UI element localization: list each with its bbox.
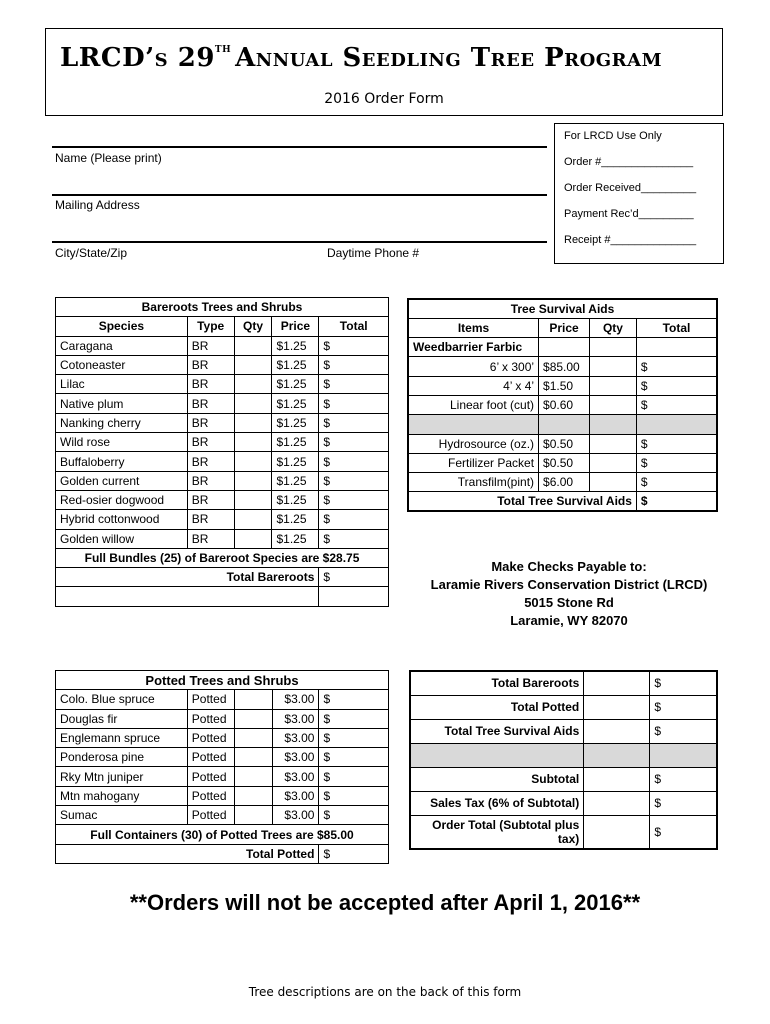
total-input[interactable]: $: [636, 434, 717, 453]
price-cell: $3.00: [272, 767, 319, 786]
table-row: [56, 471, 389, 490]
item-cell: Fertilizer Packet: [408, 453, 539, 472]
total-input[interactable]: $: [319, 452, 389, 471]
col-total: Total: [636, 318, 717, 337]
price-cell: $0.50: [539, 434, 590, 453]
lrcd-use-heading: For LRCD Use Only: [564, 130, 662, 142]
type-cell: BR: [187, 510, 234, 529]
table-row: [56, 355, 389, 374]
address-label: Mailing Address: [55, 198, 140, 212]
price-cell: $3.00: [272, 728, 319, 747]
total-input[interactable]: $: [636, 395, 717, 414]
species-cell: Colo. Blue spruce: [56, 690, 188, 709]
table-row: [56, 728, 389, 747]
type-cell: BR: [187, 433, 234, 452]
type-cell: BR: [187, 355, 234, 374]
col-total: Total: [319, 317, 389, 336]
checks-payable-block: [410, 558, 728, 630]
price-cell: $85.00: [539, 357, 590, 376]
table-row: [56, 748, 389, 767]
item-cell: Linear foot (cut): [408, 395, 539, 414]
survival-header-row: [408, 318, 717, 337]
table-row: [56, 433, 389, 452]
blank-cell: [584, 695, 650, 719]
survival-title: Tree Survival Aids: [408, 299, 717, 318]
type-cell: Potted: [187, 748, 234, 767]
order-total-value[interactable]: $: [650, 815, 717, 849]
table-row: [410, 671, 717, 695]
total-survival-value[interactable]: $: [636, 492, 717, 511]
summary-value[interactable]: $: [650, 671, 717, 695]
table-row: [56, 690, 389, 709]
page-title: LRCD’s 29TH Annual Seedling Tree Program: [60, 43, 663, 73]
qty-input[interactable]: [234, 336, 272, 355]
name-field[interactable]: [52, 136, 547, 148]
species-cell: Cotoneaster: [56, 355, 188, 374]
table-row: [56, 529, 389, 548]
bareroots-table: [55, 297, 389, 607]
price-cell: $1.25: [272, 394, 319, 413]
price-cell: $3.00: [272, 786, 319, 805]
table-row: [408, 395, 717, 414]
col-species: Species: [56, 317, 188, 336]
qty-input[interactable]: [234, 490, 272, 509]
total-input[interactable]: $: [319, 728, 389, 747]
species-cell: Ponderosa pine: [56, 748, 188, 767]
type-cell: Potted: [187, 786, 234, 805]
blank-cell: [319, 587, 389, 606]
total-input[interactable]: $: [319, 355, 389, 374]
species-cell: Hybrid cottonwood: [56, 510, 188, 529]
order-received-field[interactable]: Order Received_________: [564, 182, 697, 194]
table-row: [56, 375, 389, 394]
bundle-note: Full Bundles (25) of Bareroot Species are $28.75: [56, 548, 389, 567]
page-subtitle: 2016 Order Form: [324, 91, 444, 107]
price-cell: $1.25: [272, 510, 319, 529]
table-row: [56, 490, 389, 509]
summary-label: Total Bareroots: [410, 671, 584, 695]
total-input[interactable]: $: [319, 690, 389, 709]
receipt-number-field[interactable]: Receipt #______________: [564, 234, 697, 246]
type-cell: BR: [187, 336, 234, 355]
price-cell: $3.00: [272, 709, 319, 728]
type-cell: Potted: [187, 709, 234, 728]
type-cell: Potted: [187, 728, 234, 747]
col-price: Price: [539, 318, 590, 337]
qty-input[interactable]: [234, 748, 272, 767]
table-row: [56, 709, 389, 728]
summary-value[interactable]: $: [650, 719, 717, 743]
item-cell: 6’ x 300’: [408, 357, 539, 376]
type-cell: BR: [187, 452, 234, 471]
col-items: Items: [408, 318, 539, 337]
total-input[interactable]: $: [319, 490, 389, 509]
type-cell: BR: [187, 529, 234, 548]
species-cell: Native plum: [56, 394, 188, 413]
total-input[interactable]: $: [636, 473, 717, 492]
price-cell: $6.00: [539, 473, 590, 492]
total-input[interactable]: $: [319, 413, 389, 432]
total-input[interactable]: $: [319, 336, 389, 355]
price-cell: $3.00: [272, 690, 319, 709]
type-cell: BR: [187, 375, 234, 394]
col-qty: Qty: [590, 318, 637, 337]
total-input[interactable]: $: [319, 806, 389, 825]
total-input[interactable]: $: [319, 748, 389, 767]
total-potted-label: Total Potted: [56, 844, 319, 863]
total-bareroots-label: Total Bareroots: [56, 568, 319, 587]
species-cell: Rky Mtn juniper: [56, 767, 188, 786]
qty-input[interactable]: [590, 453, 637, 472]
city-label: City/State/Zip: [55, 246, 128, 260]
sales-tax-label: Sales Tax (6% of Subtotal): [410, 791, 584, 815]
col-qty: Qty: [234, 317, 272, 336]
total-input[interactable]: $: [636, 357, 717, 376]
type-cell: BR: [187, 413, 234, 432]
table-row: [56, 806, 389, 825]
subtotal-value[interactable]: $: [650, 767, 717, 791]
price-cell: $3.00: [272, 806, 319, 825]
phone-label: Daytime Phone #: [327, 246, 420, 260]
type-cell: Potted: [187, 806, 234, 825]
city-field[interactable]: [52, 231, 547, 243]
species-cell: Mtn mahogany: [56, 786, 188, 805]
blank-cell: [584, 719, 650, 743]
price-cell: $1.25: [272, 336, 319, 355]
type-cell: BR: [187, 471, 234, 490]
species-cell: Nanking cherry: [56, 413, 188, 432]
table-row: [56, 510, 389, 529]
container-note: Full Containers (30) of Potted Trees are $85.00: [56, 825, 389, 844]
sales-tax-value[interactable]: $: [650, 791, 717, 815]
species-cell: Golden current: [56, 471, 188, 490]
total-input[interactable]: $: [319, 471, 389, 490]
price-cell: $0.60: [539, 395, 590, 414]
checks-line-4: Laramie, WY 82070: [510, 613, 628, 628]
qty-input[interactable]: [590, 357, 637, 376]
total-potted-value[interactable]: $: [319, 844, 389, 863]
summary-label: Total Tree Survival Aids: [410, 719, 584, 743]
total-input[interactable]: $: [319, 529, 389, 548]
table-row: [56, 767, 389, 786]
qty-input[interactable]: [234, 529, 272, 548]
payment-received-field[interactable]: Payment Rec’d_________: [564, 208, 694, 220]
type-cell: BR: [187, 394, 234, 413]
qty-input[interactable]: [234, 806, 272, 825]
qty-input[interactable]: [234, 413, 272, 432]
type-cell: BR: [187, 490, 234, 509]
total-input[interactable]: $: [636, 453, 717, 472]
qty-input[interactable]: [234, 355, 272, 374]
price-cell: $1.25: [272, 433, 319, 452]
table-row: [408, 434, 717, 453]
title-box: [45, 28, 723, 116]
col-type: Type: [187, 317, 234, 336]
price-cell: $0.50: [539, 453, 590, 472]
qty-input[interactable]: [590, 376, 637, 395]
qty-input[interactable]: [234, 767, 272, 786]
order-total-label: Order Total (Subtotal plus tax): [410, 815, 584, 849]
table-row: [408, 376, 717, 395]
table-row: [408, 357, 717, 376]
table-row: [410, 719, 717, 743]
table-row: [56, 413, 389, 432]
price-cell: $3.00: [272, 748, 319, 767]
type-cell: Potted: [187, 767, 234, 786]
price-cell: $1.25: [272, 471, 319, 490]
species-cell: Caragana: [56, 336, 188, 355]
checks-line-2: Laramie Rivers Conservation District (LRCD): [430, 577, 708, 592]
qty-input[interactable]: [234, 709, 272, 728]
spacer-row: [408, 415, 717, 434]
total-input[interactable]: $: [319, 510, 389, 529]
blank-cell: [584, 671, 650, 695]
lrcd-use-box: [554, 123, 724, 264]
species-cell: Douglas fir: [56, 709, 188, 728]
deadline-notice: **Orders will not be accepted after April 1, 2016**: [129, 890, 641, 915]
qty-input[interactable]: [234, 786, 272, 805]
total-input[interactable]: $: [319, 786, 389, 805]
survival-aids-table: [407, 298, 718, 512]
species-cell: Buffaloberry: [56, 452, 188, 471]
checks-line-1: Make Checks Payable to:: [491, 559, 647, 574]
table-row: [410, 695, 717, 719]
col-price: Price: [272, 317, 319, 336]
item-cell: 4’ x 4’: [408, 376, 539, 395]
total-survival-label: Total Tree Survival Aids: [408, 492, 636, 511]
qty-input[interactable]: [234, 690, 272, 709]
summary-table: [409, 670, 718, 850]
species-cell: Wild rose: [56, 433, 188, 452]
item-cell: Hydrosource (oz.): [408, 434, 539, 453]
subtotal-label: Subtotal: [410, 767, 584, 791]
order-number-field[interactable]: Order #_______________: [564, 156, 694, 168]
qty-input[interactable]: [234, 510, 272, 529]
bareroots-header-row: [56, 317, 389, 336]
price-cell: $1.25: [272, 529, 319, 548]
table-row: [56, 452, 389, 471]
weedbarrier-group: Weedbarrier Farbic: [408, 338, 539, 357]
address-field[interactable]: [52, 184, 547, 196]
spacer-row: [410, 743, 717, 767]
total-input[interactable]: $: [319, 394, 389, 413]
item-cell: Transfilm(pint): [408, 473, 539, 492]
qty-input[interactable]: [234, 433, 272, 452]
summary-value[interactable]: $: [650, 695, 717, 719]
species-cell: Sumac: [56, 806, 188, 825]
total-input[interactable]: $: [319, 375, 389, 394]
name-label: Name (Please print): [55, 151, 162, 165]
qty-input[interactable]: [234, 375, 272, 394]
total-bareroots-value[interactable]: $: [319, 568, 389, 587]
bareroots-title: Bareroots Trees and Shrubs: [56, 298, 389, 317]
blank-cell: [56, 587, 319, 606]
total-input[interactable]: $: [319, 767, 389, 786]
total-input[interactable]: $: [636, 376, 717, 395]
qty-input[interactable]: [234, 394, 272, 413]
potted-table: [55, 670, 389, 864]
price-cell: $1.25: [272, 490, 319, 509]
table-row: [56, 786, 389, 805]
checks-line-3: 5015 Stone Rd: [524, 595, 614, 610]
price-cell: $1.25: [272, 413, 319, 432]
footer-note: Tree descriptions are on the back of this form: [248, 985, 522, 999]
qty-input[interactable]: [590, 395, 637, 414]
price-cell: $1.25: [272, 375, 319, 394]
table-row: [56, 336, 389, 355]
price-cell: $1.50: [539, 376, 590, 395]
total-input[interactable]: $: [319, 433, 389, 452]
qty-input[interactable]: [590, 434, 637, 453]
total-input[interactable]: $: [319, 709, 389, 728]
table-row: [408, 473, 717, 492]
species-cell: Lilac: [56, 375, 188, 394]
species-cell: Golden willow: [56, 529, 188, 548]
type-cell: Potted: [187, 690, 234, 709]
potted-title: Potted Trees and Shrubs: [56, 671, 389, 690]
qty-input[interactable]: [234, 728, 272, 747]
table-row: [408, 453, 717, 472]
table-row: [56, 394, 389, 413]
qty-input[interactable]: [234, 452, 272, 471]
species-cell: Englemann spruce: [56, 728, 188, 747]
species-cell: Red-osier dogwood: [56, 490, 188, 509]
price-cell: $1.25: [272, 452, 319, 471]
summary-label: Total Potted: [410, 695, 584, 719]
qty-input[interactable]: [234, 471, 272, 490]
qty-input[interactable]: [590, 473, 637, 492]
price-cell: $1.25: [272, 355, 319, 374]
